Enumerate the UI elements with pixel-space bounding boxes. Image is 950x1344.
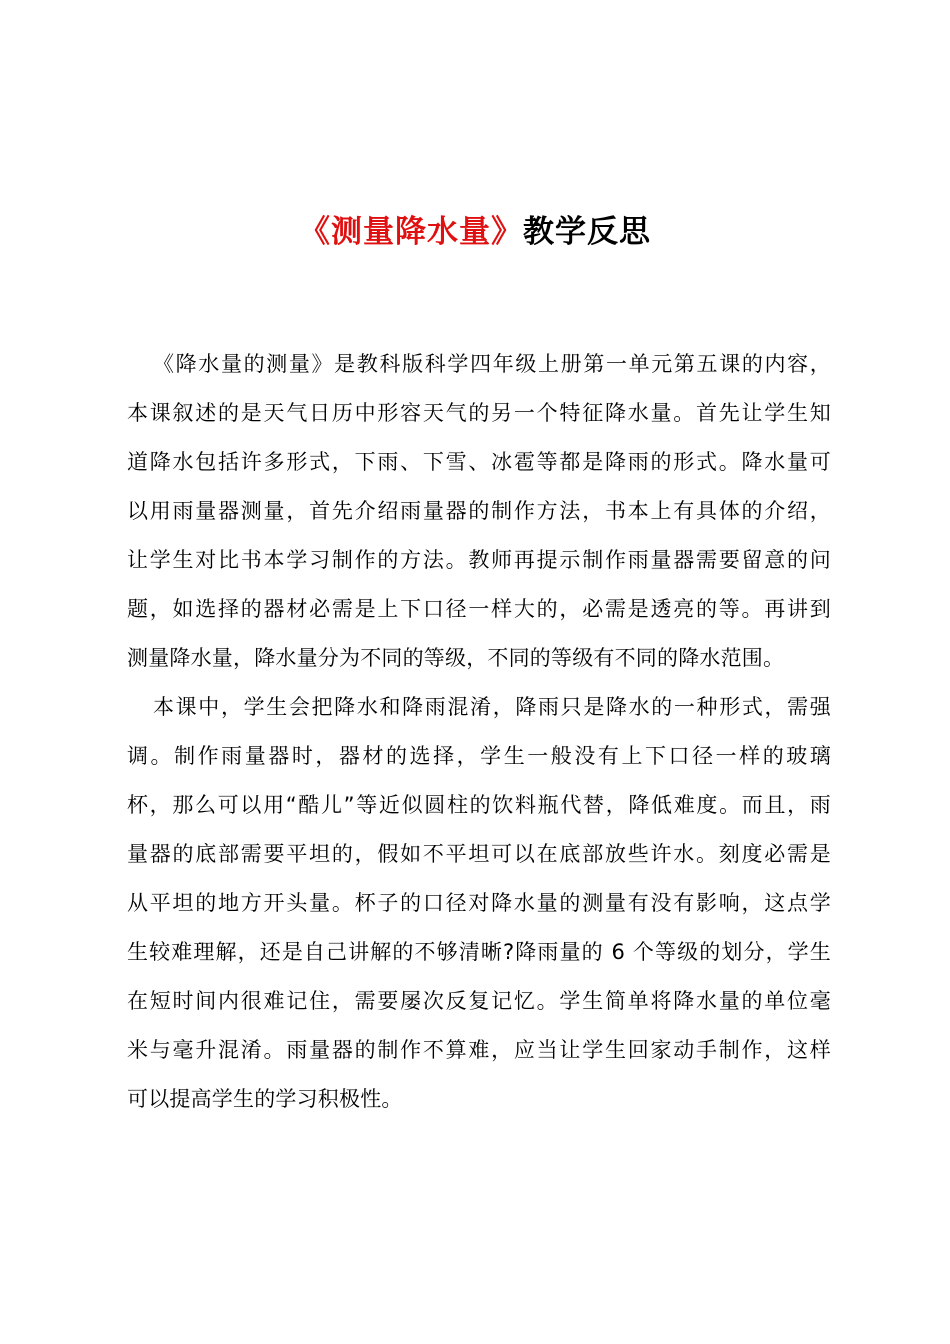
paragraph-1 xyxy=(127,340,831,683)
title-red-part: 《测量降水量》 xyxy=(299,214,523,250)
paragraph-line: 米与毫升混淆。雨量器的制作不算难，应当让学生回家动手制作，这样 xyxy=(127,1038,831,1062)
paragraph-line: 《降水量的测量》是教科版科学四年级上册第一单元第五课的内容， xyxy=(153,352,831,376)
paragraph-line: 题，如选择的器材必需是上下口径一样大的，必需是透亮的等。再讲到 xyxy=(127,597,831,621)
title-black-part: 教学反思 xyxy=(523,214,651,250)
paragraph-line: 在短时间内很难记住，需要屡次反复记忆。学生简单将降水量的单位毫 xyxy=(127,989,831,1013)
page-title xyxy=(0,210,950,254)
paragraph-line: 杯，那么可以用“酷儿”等近似圆柱的饮料瓶代替，降低难度。而且，雨 xyxy=(127,793,831,817)
paragraph-line: 本课中，学生会把降水和降雨混淆，降雨只是降水的一种形式，需强 xyxy=(153,695,831,719)
paragraph-line: 量器的底部需要平坦的，假如不平坦可以在底部放些许水。刻度必需是 xyxy=(127,842,831,866)
paragraph-line: 本课叙述的是天气日历中形容天气的另一个特征降水量。首先让学生知 xyxy=(127,401,831,425)
paragraph-line: 从平坦的地方开头量。杯子的口径对降水量的测量有没有影响，这点学 xyxy=(127,891,831,915)
paragraph-line: 生较难理解，还是自己讲解的不够清晰?降雨量的 6 个等级的划分，学生 xyxy=(127,940,831,964)
paragraph-line: 调。制作雨量器时，器材的选择，学生一般没有上下口径一样的玻璃 xyxy=(127,744,831,768)
paragraph-line: 以用雨量器测量，首先介绍雨量器的制作方法，书本上有具体的介绍， xyxy=(127,499,831,523)
paragraph-2 xyxy=(127,683,831,1124)
paragraph-line: 可以提高学生的学习积极性。 xyxy=(127,1087,403,1111)
paragraph-line: 让学生对比书本学习制作的方法。教师再提示制作雨量器需要留意的问 xyxy=(127,548,831,572)
document-body xyxy=(127,340,831,1124)
paragraph-line: 道降水包括许多形式，下雨、下雪、冰雹等都是降雨的形式。降水量可 xyxy=(127,450,831,474)
paragraph-line: 测量降水量，降水量分为不同的等级，不同的等级有不同的降水范围。 xyxy=(127,646,785,670)
